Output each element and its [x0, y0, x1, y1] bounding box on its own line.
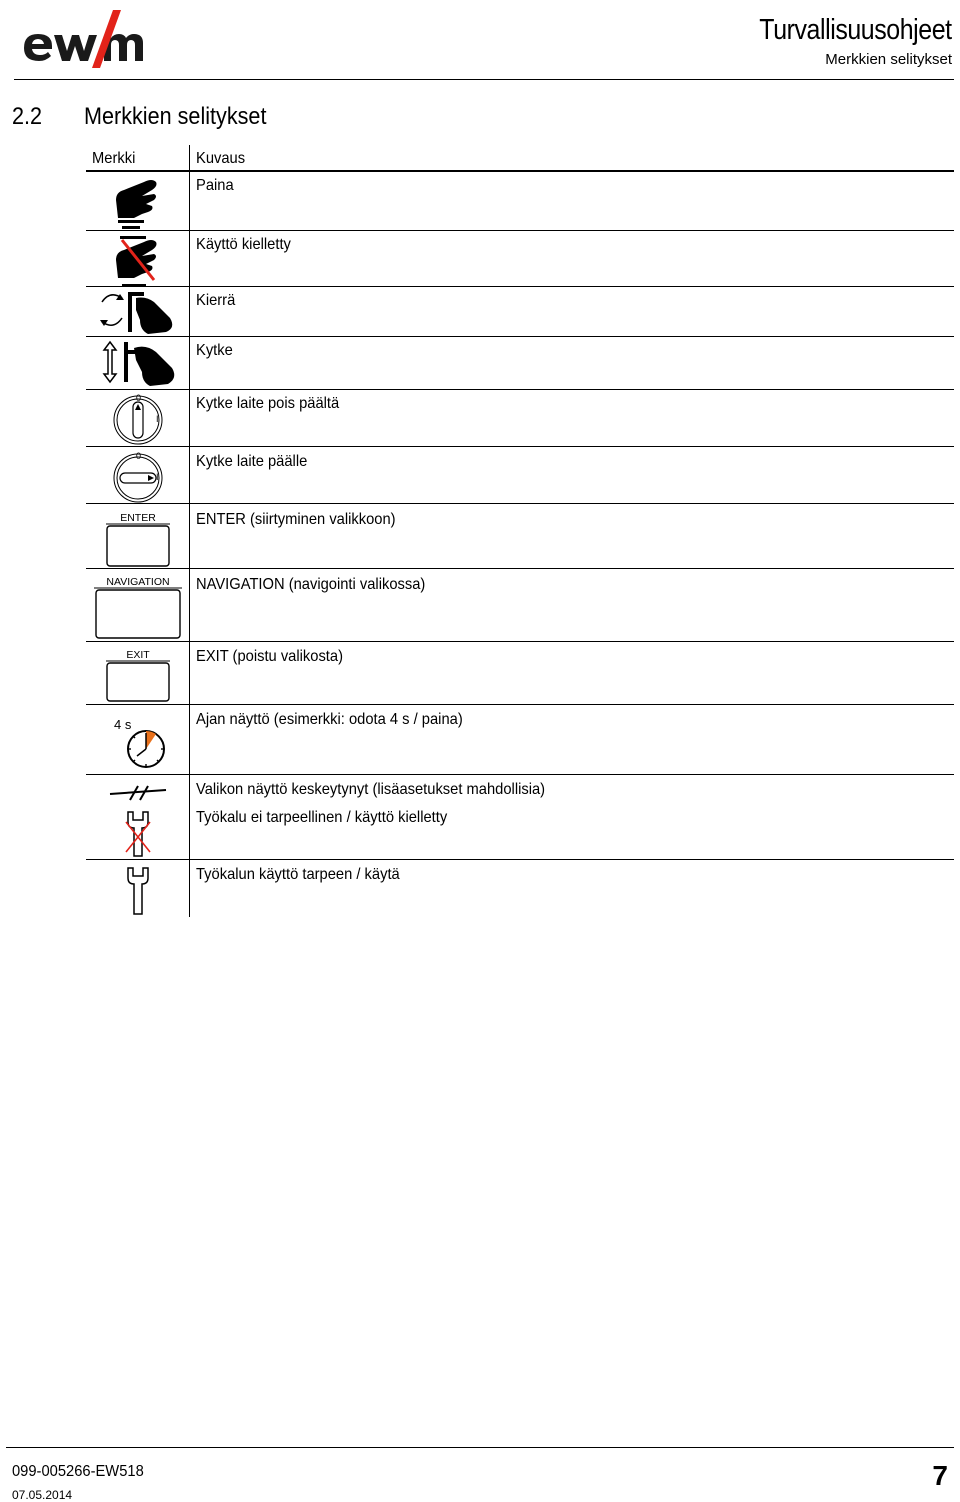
dial-off-label: 0 [136, 393, 142, 403]
dial-off-label: 0 [136, 451, 142, 461]
footer-date: 07.05.2014 [12, 1488, 73, 1502]
row-divider [86, 641, 954, 642]
section-heading [12, 103, 266, 131]
header-subtitle: Merkkien selitykset [825, 51, 952, 68]
row-description: NAVIGATION (navigointi valikossa) [196, 576, 426, 593]
dial-on-label: I [156, 414, 159, 424]
section-title: Merkkien selitykset [84, 103, 267, 130]
table-header-rule [86, 170, 954, 172]
row-description: ENTER (siirtyminen valikkoon) [196, 511, 396, 528]
row-description: EXIT (poistu valikosta) [196, 648, 343, 665]
row-divider [86, 568, 954, 569]
row-description: Paina [196, 177, 234, 194]
row-description: Työkalun käyttö tarpeen / käytä [196, 866, 400, 883]
footer-doc-code: 099-005266-EW518 [12, 1463, 144, 1480]
table-column-divider [189, 145, 190, 917]
row-divider [86, 503, 954, 504]
switch-on-dial-icon [110, 450, 166, 504]
row-divider [86, 446, 954, 447]
exit-key-label: EXIT [126, 649, 150, 661]
row-description: Kytke [196, 342, 233, 359]
navigation-key-label: NAVIGATION [106, 576, 170, 588]
wrench-icon [120, 864, 156, 918]
row-divider [86, 704, 954, 705]
enter-key-icon [104, 508, 172, 568]
rotate-hand-icon [96, 288, 180, 336]
switch-hand-icon [100, 338, 180, 388]
row-description: Valikon näyttö keskeytynyt (lisäasetukset mahdollisia) [196, 781, 546, 798]
enter-key-label: ENTER [120, 512, 156, 524]
page-number: 7 [932, 1460, 948, 1491]
column-header-description: Kuvaus [196, 150, 246, 167]
row-description: Kytke laite päälle [196, 453, 308, 470]
row-description: Työkalu ei tarpeellinen / käyttö kielletty [196, 809, 448, 826]
dial-on-label: I [156, 472, 159, 482]
switch-off-dial-icon [110, 392, 166, 446]
row-divider [86, 286, 954, 287]
header-title: Turvallisuusohjeet [759, 14, 952, 46]
row-divider [86, 774, 954, 775]
row-divider [86, 336, 954, 337]
row-divider [86, 859, 954, 860]
exit-key-icon [104, 645, 172, 703]
header-divider [14, 79, 954, 80]
navigation-key-icon [92, 572, 184, 640]
press-hand-icon [112, 174, 162, 230]
row-divider [86, 230, 954, 231]
timer-icon [110, 712, 170, 772]
press-forbidden-icon [112, 234, 162, 290]
row-description: Kierrä [196, 292, 236, 309]
ewm-logo [20, 8, 165, 70]
row-divider [86, 389, 954, 390]
footer-divider [6, 1447, 954, 1448]
row-description: Kytke laite pois päältä [196, 395, 340, 412]
column-header-symbol: Merkki [92, 150, 136, 167]
timer-label: 4 s [114, 717, 132, 732]
tool-forbidden-icon [120, 808, 156, 860]
row-description: Ajan näyttö (esimerkki: odota 4 s / paina) [196, 711, 463, 728]
interrupted-display-icon [108, 782, 168, 804]
row-description: Käyttö kielletty [196, 236, 291, 253]
section-number: 2.2 [12, 103, 43, 130]
